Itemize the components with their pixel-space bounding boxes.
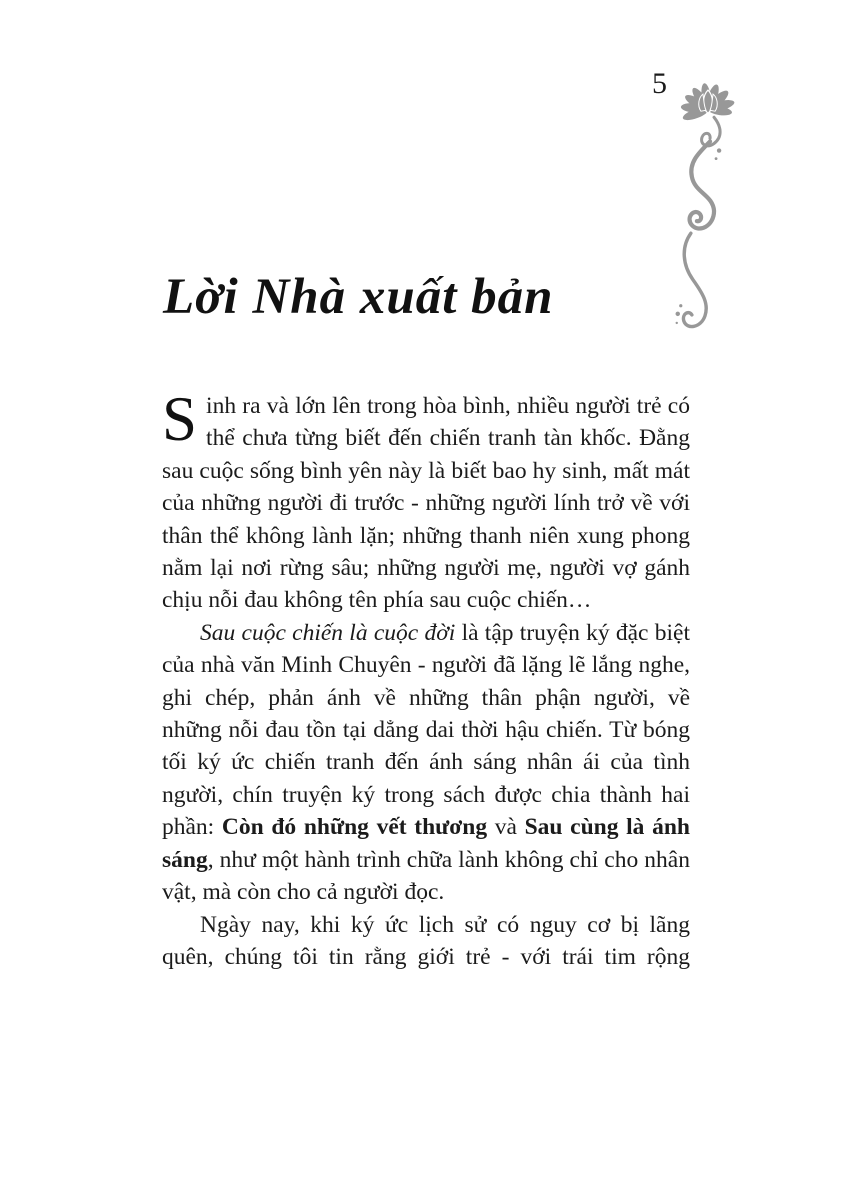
page-number: 5 — [652, 67, 667, 100]
page-title: Lời Nhà xuất bản — [163, 269, 554, 325]
text-segment: Còn đó những vết thương — [221, 814, 488, 841]
text-segment: inh ra và lớn lên trong hòa bình, nhiều người trẻ có thể chưa từng biết đến chiến tranh tàn khốc. Đằng sau cuộc sống bình yên này là biết bao hy sinh, mất mát của những người đi trước - những người lính trở về với thân thể không lành lặn; những thanh niên xung phong nằm lại nơi rừng sâu; những người mẹ, người vợ gánh chịu nỗi đau không tên phía sau cuộc chiến… — [162, 393, 690, 614]
text-segment: và — [487, 814, 525, 841]
paragraph — [162, 909, 690, 974]
drop-cap: S — [162, 384, 198, 454]
lotus-flourish-icon — [668, 82, 748, 332]
text-segment: Ngày nay, khi ký ức lịch sử có nguy cơ bị lãng quên, chúng tôi tin rằng giới trẻ - với trái tim rộng — [162, 911, 690, 970]
text-segment: là tập truyện ký đặc biệt của nhà văn Minh Chuyên - người đã lặng lẽ lắng nghe, ghi chép, phản ánh về những thân phận người, về những nỗi đau tồn tại dẳng dai thời hậu chiến. Từ bóng tối ký ức chiến tranh đến ánh sáng nhân ái của tình người, chín truyện ký trong sách được chia thành hai phần: — [162, 619, 690, 841]
text-segment: , như một hành trình chữa lành không chỉ cho nhân vật, mà còn cho cả người đọc. — [162, 846, 690, 906]
paragraph — [162, 617, 690, 909]
text-segment: Sau cuộc chiến là cuộc đời — [200, 619, 456, 646]
body-text — [162, 384, 690, 973]
text-segment: Sau cùng là ánh sáng — [162, 814, 690, 873]
paragraph — [162, 384, 690, 617]
